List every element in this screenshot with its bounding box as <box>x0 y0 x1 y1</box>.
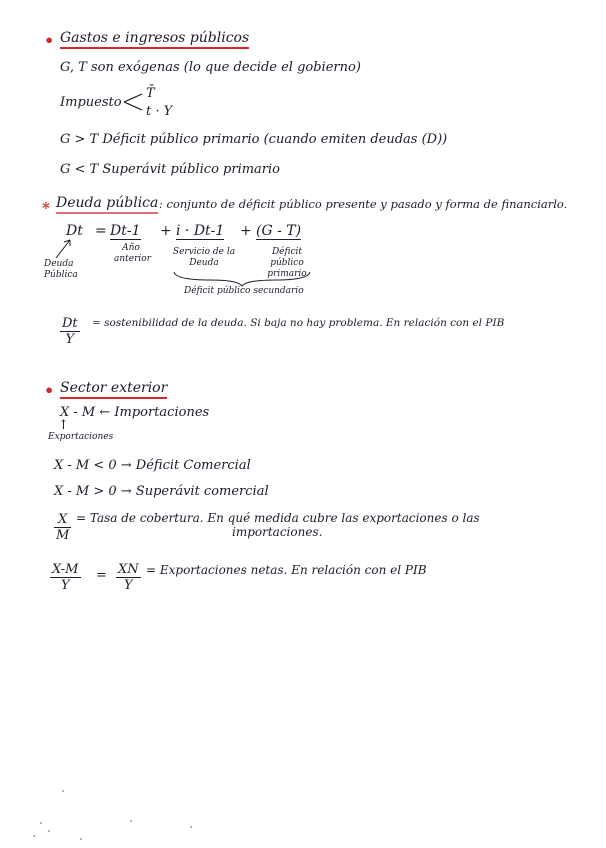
impuesto-branch-top: T̄ <box>146 86 155 101</box>
scan-speck <box>130 820 132 822</box>
section3-bullet: • <box>44 381 55 400</box>
eq-plus2: + <box>240 223 252 239</box>
section2-star: * <box>42 199 50 217</box>
line-superavit-comercial: X - M > 0 → Superávit comercial <box>54 484 269 499</box>
line-xm-importaciones: X - M ← Importaciones <box>60 405 210 420</box>
cobertura-text-1: = Tasa de cobertura. En qué medida cubre las exportaciones o las <box>76 511 480 525</box>
line-deficit-primario: G > T Déficit público primario (cuando emiten deudas (D)) <box>60 132 448 147</box>
impuesto-label: Impuesto <box>60 95 122 110</box>
section2-definition: : conjunto de déficit público presente y pasado y forma de financiarlo. <box>159 197 568 211</box>
section1-line1: G, T son exógenas (lo que decide el gobierno) <box>60 60 361 75</box>
cobertura-numerator: X <box>54 512 71 528</box>
section3-title: Sector exterior <box>60 380 167 399</box>
scan-speck <box>190 826 192 828</box>
cobertura-text-2: importaciones. <box>232 525 323 539</box>
note-servicio-deuda: Servicio de la Deuda <box>172 247 236 268</box>
note-deficit-primario: Déficit público primario <box>267 247 307 279</box>
net-exports-text: = Exportaciones netas. En relación con el PIB <box>146 563 427 577</box>
ratio-denominator: Y <box>65 332 75 347</box>
net-equals: = <box>96 568 107 583</box>
brace-icon <box>174 272 310 286</box>
net-denominator-1: Y <box>60 578 70 593</box>
note-ano-anterior: Año anterior <box>114 243 152 264</box>
scan-speck <box>48 830 50 832</box>
section1-title: Gastos e ingresos públicos <box>60 30 249 49</box>
scan-speck <box>80 838 82 840</box>
net-denominator-2: Y <box>124 578 133 593</box>
label-exportaciones: Exportaciones <box>48 432 114 442</box>
scan-speck <box>62 790 64 792</box>
cobertura-denominator: M <box>56 528 70 543</box>
arrow-deuda-icon <box>56 240 70 258</box>
section1-bullet: • <box>44 31 55 50</box>
eq-term3: (G - T) <box>256 223 302 239</box>
line-superavit-primario: G < T Superávit público primario <box>60 162 281 177</box>
net-numerator-1: X-M <box>52 562 79 577</box>
line-deficit-comercial: X - M < 0 → Déficit Comercial <box>54 458 251 473</box>
net-numerator-2: XN <box>118 562 139 577</box>
eq-lhs: Dt <box>66 223 83 239</box>
ratio-numerator: Dt <box>62 316 78 331</box>
eq-term1: Dt-1 <box>110 223 141 239</box>
eq-plus1: + <box>160 223 172 239</box>
scan-speck <box>40 822 42 824</box>
section2-title: Deuda pública <box>56 195 158 214</box>
note-deuda-publica: Deuda Pública <box>44 259 78 280</box>
eq-term2: i · Dt-1 <box>176 223 225 239</box>
arrow-up: ↑ <box>58 418 69 433</box>
impuesto-branch-bottom: t · Y <box>146 104 173 119</box>
scan-speck <box>33 835 35 837</box>
impuesto-branch-lines <box>124 94 142 110</box>
ratio-text: = sostenibilidad de la deuda. Si baja no hay problema. En relación con el PIB <box>92 317 505 329</box>
eq-equals: = <box>95 223 107 239</box>
brace-label: Déficit público secundario <box>184 286 304 296</box>
